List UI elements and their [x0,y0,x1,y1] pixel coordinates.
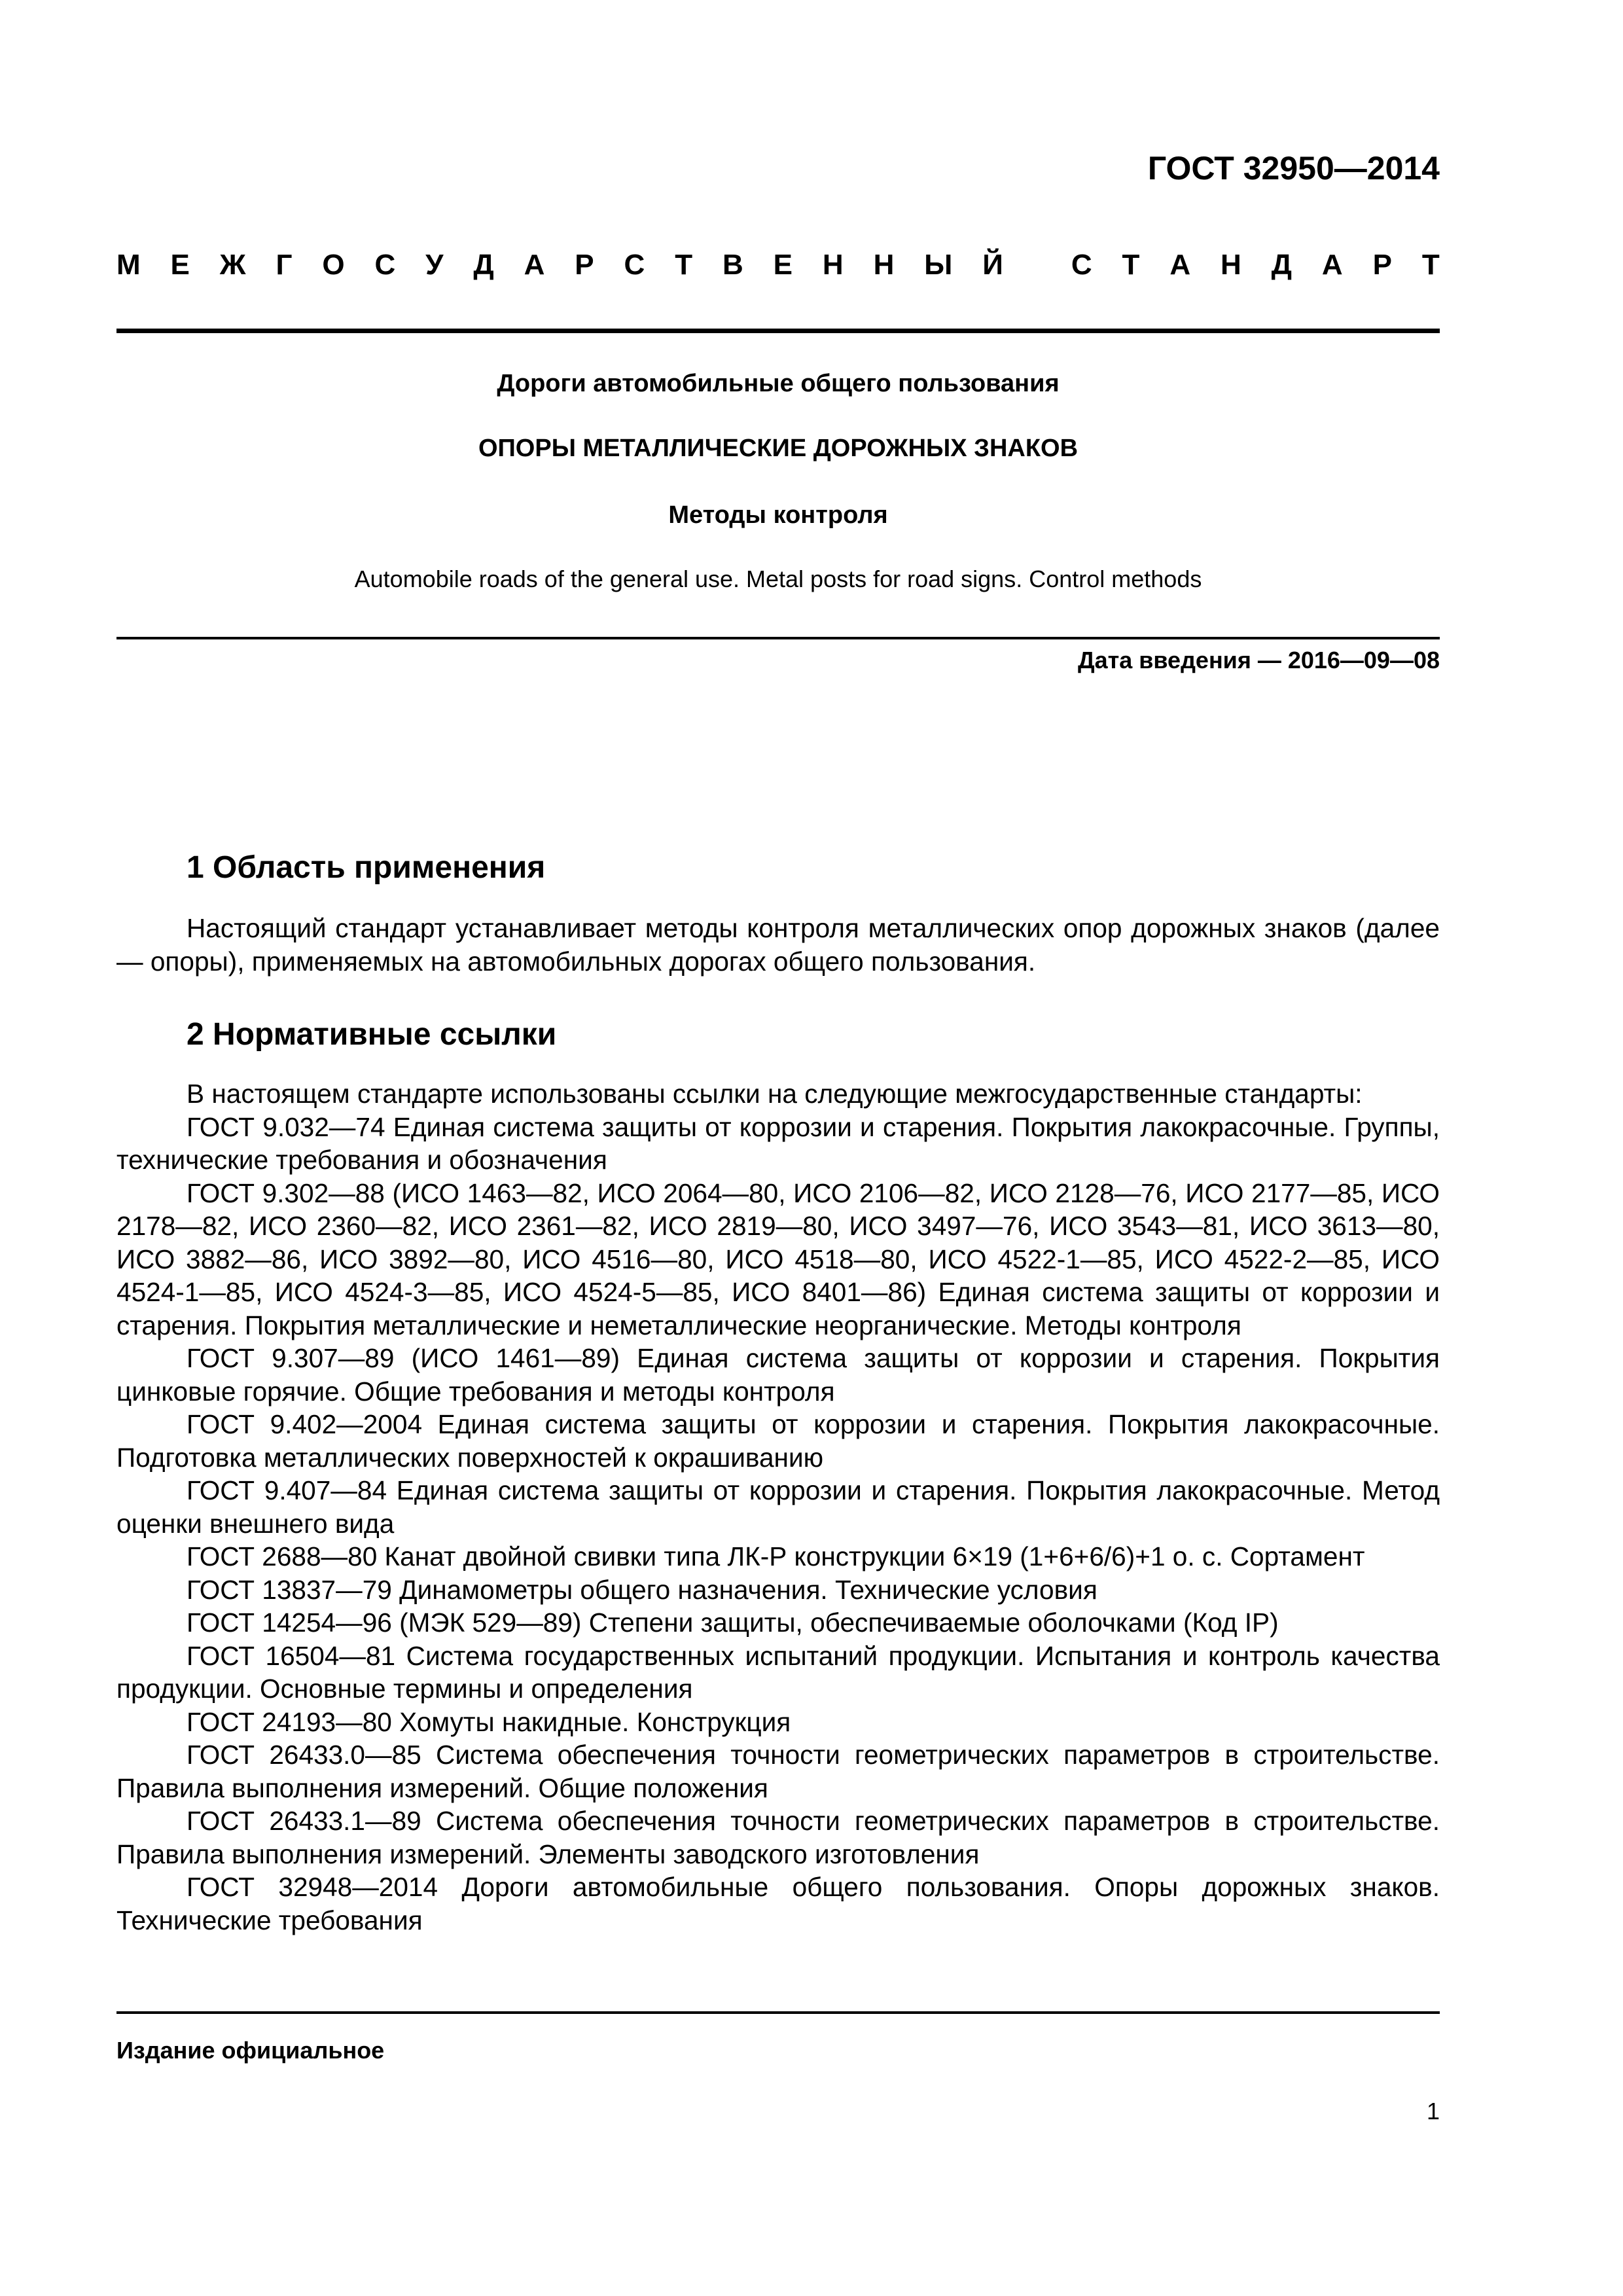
interstate-letter: Н [873,249,895,281]
reference-item: ГОСТ 9.032—74 Единая система защиты от коррозии и старения. Покрытия лакокрасочные. Группы, технические требования и обозначения [116,1111,1440,1175]
reference-item: ГОСТ 13837—79 Динамометры общего назначения. Технические условия [187,1574,1097,1605]
reference-item: ГОСТ 9.307—89 (ИСО 1461—89) Единая система защиты от коррозии и старения. Покрытия цинковые горячие. Общие требования и методы контроля [116,1343,1440,1407]
references-intro: В настоящем стандарте использованы ссылки на следующие межгосударственные стандарты: [187,1079,1363,1109]
gost-number: ГОСТ 32950—2014 [1147,150,1440,187]
reference-item: ГОСТ 32948—2014 Дороги автомобильные общего пользования. Опоры дорожных знаков. Технические требования [116,1872,1440,1935]
interstate-letter: А [1169,249,1191,281]
interstate-letter: Ж [219,249,246,281]
interstate-letter: С [624,249,645,281]
reference-item: ГОСТ 9.302—88 (ИСО 1463—82, ИСО 2064—80, ИСО 2106—82, ИСО 2128—76, ИСО 2177—85, ИСО 2178—82, ИСО 2360—82, ИСО 2361—82, ИСО 2819—80, ИСО 3497—76, ИСО 3543—81, ИСО 3613—80, ИСО 3882—86, ИСО 3892—80, ИСО 4516—80, ИСО 4518—80, ИСО 4522-1—85, ИСО 4522-2—85, ИСО 4524-1—85, ИСО 4524-3—85, ИСО 4524-5—85, ИСО 8401—86) Единая система защиты от коррозии и старения. Покрытия металлические и неметаллические неорганические. Методы контроля [116,1177,1440,1340]
interstate-letter: Т [1122,249,1140,281]
section-2-heading: 2 Нормативные ссылки [187,1017,557,1052]
reference-item: ГОСТ 2688—80 Канат двойной свивки типа ЛК-Р конструкции 6×19 (1+6+6/6)+1 о. с. Сортамент [187,1541,1365,1571]
interstate-standard-heading [116,249,1440,281]
interstate-letter: А [524,249,545,281]
reference-item: ГОСТ 14254—96 (МЭК 529—89) Степени защиты, обеспечиваемые оболочками (Код IP) [187,1607,1279,1638]
interstate-letter: Й [982,249,1003,281]
interstate-letter: У [425,249,444,281]
interstate-letter: Т [1421,249,1440,281]
interstate-letter: А [1321,249,1343,281]
section-2-body [116,1077,1440,1937]
reference-item: ГОСТ 24193—80 Хомуты накидные. Конструкция [187,1706,791,1737]
title-rule [116,637,1440,639]
interstate-letter: Г [276,249,293,281]
interstate-letter: Е [170,249,190,281]
interstate-letter: Д [473,249,494,281]
interstate-letter: Д [1271,249,1293,281]
reference-item: ГОСТ 9.407—84 Единая система защиты от коррозии и старения. Покрытия лакокрасочные. Метод оценки внешнего вида [116,1475,1440,1539]
interstate-letter: С [1071,249,1092,281]
introduction-date: Дата введения — 2016—09—08 [1077,647,1440,673]
interstate-letter: Р [1372,249,1392,281]
header-rule [116,329,1440,333]
title-line-3: Методы контроля [668,501,888,529]
title-english: Automobile roads of the general use. Metal posts for road signs. Control methods [354,565,1202,592]
reference-item: ГОСТ 26433.0—85 Система обеспечения точности геометрических параметров в строительстве. Правила выполнения измерений. Общие положения [116,1740,1440,1803]
interstate-letter: Н [822,249,844,281]
interstate-letter [1033,249,1041,281]
reference-item: ГОСТ 16504—81 Система государственных испытаний продукции. Испытания и контроль качества продукции. Основные термины и определения [116,1640,1440,1704]
title-line-1: Дороги автомобильные общего пользования [497,370,1060,397]
interstate-letter: Н [1221,249,1241,281]
interstate-letter: О [322,249,345,281]
interstate-letter: Т [675,249,693,281]
official-edition-label: Издание официальное [116,2037,385,2064]
reference-item: ГОСТ 26433.1—89 Система обеспечения точности геометрических параметров в строительстве. Правила выполнения измерений. Элементы заводского изготовления [116,1806,1440,1869]
section-1-heading: 1 Область применения [187,850,546,885]
interstate-letter: С [374,249,396,281]
interstate-letter: Р [575,249,594,281]
section-1-body [116,912,1440,978]
interstate-letter: Е [773,249,793,281]
page-number: 1 [1426,2098,1440,2125]
interstate-letter: М [116,249,141,281]
title-line-2: ОПОРЫ МЕТАЛЛИЧЕСКИЕ ДОРОЖНЫХ ЗНАКОВ [478,435,1079,462]
section-1-paragraph: Настоящий стандарт устанавливает методы контроля металлических опор дорожных знаков (далее — опоры), применяемых на автомобильных дорогах общего пользования. [116,913,1440,977]
interstate-letter: В [722,249,743,281]
interstate-letter: Ы [924,249,953,281]
footer-rule [116,2011,1440,2014]
reference-item: ГОСТ 9.402—2004 Единая система защиты от коррозии и старения. Покрытия лакокрасочные. Подготовка металлических поверхностей к окрашиванию [116,1409,1440,1473]
